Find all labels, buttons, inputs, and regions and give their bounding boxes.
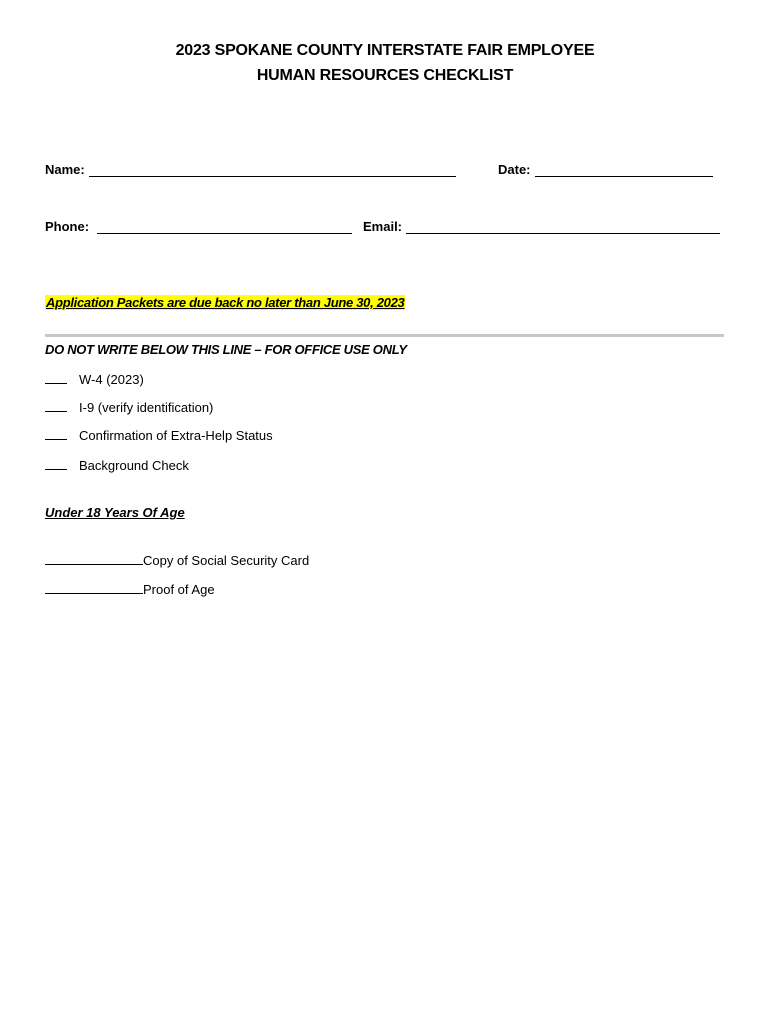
date-field (498, 162, 713, 177)
checkbox-line[interactable] (45, 399, 67, 412)
phone-input-line[interactable] (97, 220, 352, 234)
checklist-item-background-check (45, 457, 189, 473)
under-18-header: Under 18 Years Of Age (45, 505, 185, 520)
title-line-1: 2023 SPOKANE COUNTY INTERSTATE FAIR EMPLOYEE (175, 42, 595, 59)
document-title (0, 38, 770, 88)
title-line-2: HUMAN RESOURCES CHECKLIST (256, 67, 514, 84)
minor-item-label: Proof of Age (143, 582, 215, 597)
minor-item-proof-of-age (45, 581, 215, 597)
checkbox-line[interactable] (45, 457, 67, 470)
minor-check-line[interactable] (45, 581, 143, 594)
checklist-item-w4 (45, 371, 144, 387)
name-input-line[interactable] (89, 163, 456, 177)
date-input-line[interactable] (535, 163, 713, 177)
checklist-item-label: Background Check (79, 458, 189, 473)
checklist-item-i9 (45, 399, 213, 415)
checkbox-line[interactable] (45, 371, 67, 384)
checklist-item-label: I-9 (verify identification) (79, 400, 214, 415)
deadline-notice: Application Packets are due back no later than June 30, 2023 (46, 295, 405, 310)
email-label: Email: (363, 219, 403, 234)
phone-field (45, 219, 352, 234)
checkbox-line[interactable] (45, 427, 67, 440)
name-field (45, 162, 456, 177)
name-label: Name: (45, 162, 85, 177)
date-label: Date: (498, 162, 531, 177)
minor-item-social-security (45, 552, 309, 568)
email-field (363, 219, 720, 234)
email-input-line[interactable] (406, 220, 720, 234)
minor-item-label: Copy of Social Security Card (143, 553, 310, 568)
office-use-divider (45, 334, 724, 337)
office-use-header: DO NOT WRITE BELOW THIS LINE – FOR OFFICE USE ONLY (45, 342, 407, 357)
phone-label: Phone: (45, 219, 90, 234)
checklist-item-label: W-4 (2023) (79, 372, 144, 387)
checklist-item-label: Confirmation of Extra-Help Status (79, 428, 273, 443)
minor-check-line[interactable] (45, 552, 143, 565)
checklist-item-extra-help (45, 427, 273, 443)
